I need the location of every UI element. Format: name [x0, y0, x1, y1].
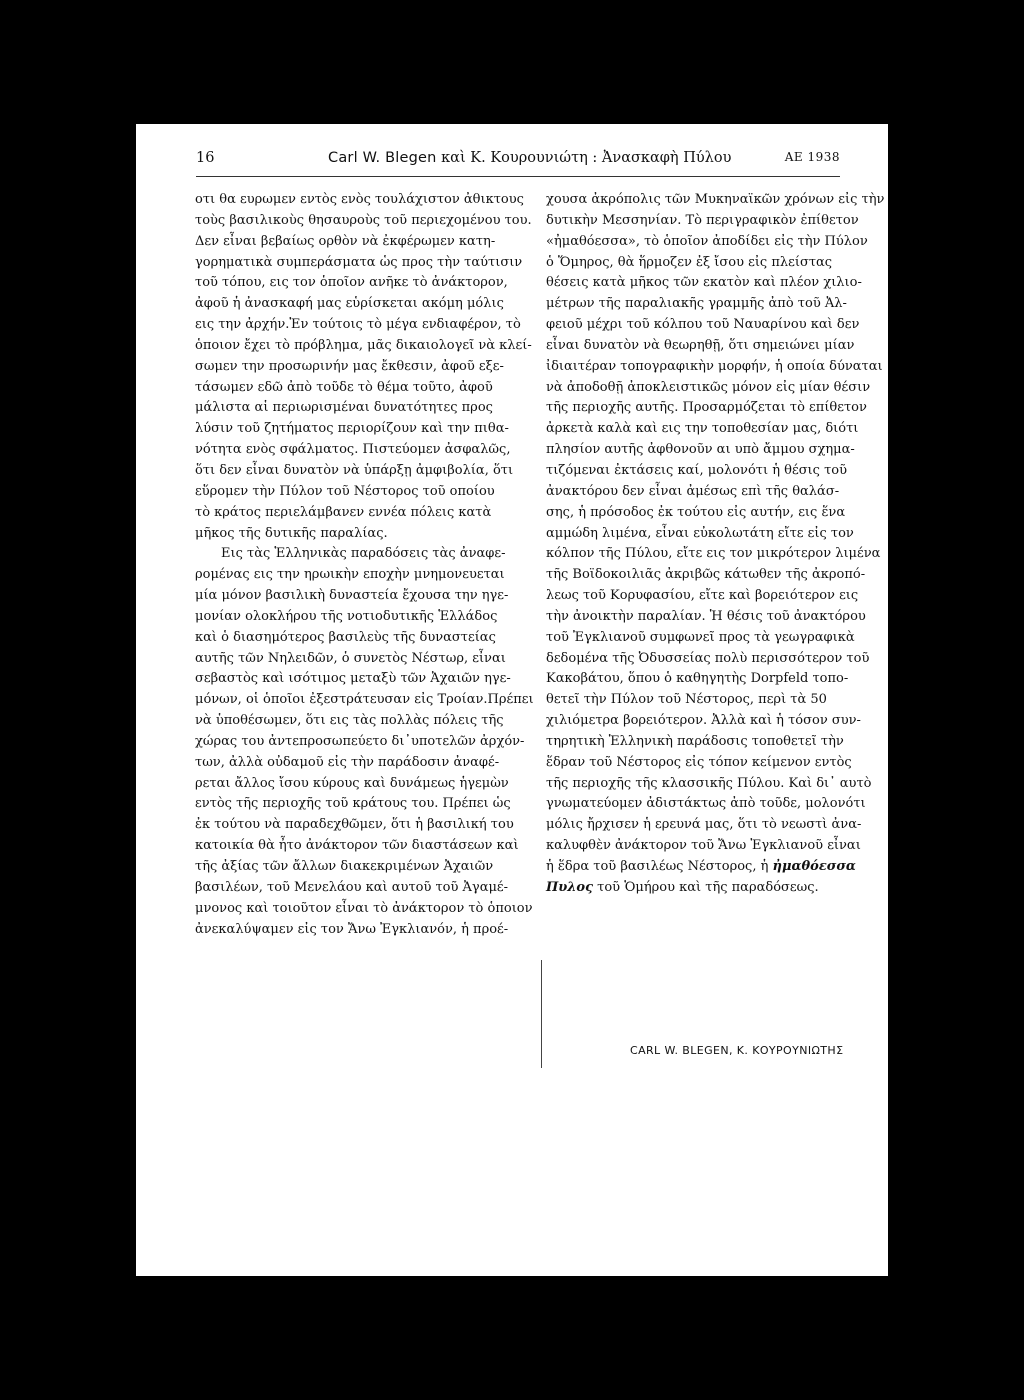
text-line: δεδομένα τῆς Ὀδυσσείας πολὺ περισσότερον τοῦ [546, 650, 870, 666]
text-line: μάλιστα αἱ περιωρισμέναι δυνατότητες προς [195, 400, 493, 416]
text-line: σης, ἡ πρόσοδος ἐκ τούτου εἰς αυτήν, εις ἕνα [546, 504, 846, 520]
text-line: γορηματικὰ συμπεράσματα ὡς προς τὴν ταύτισιν [195, 254, 523, 270]
text-line: τάσωμεν εδῶ ἀπὸ τοῦδε τὸ θέμα τοῦτο, ἀφοῦ [195, 379, 493, 395]
text-line: μέτρων τῆς παραλιακῆς γραμμῆς ἀπὸ τοῦ Ἀλ- [546, 296, 847, 312]
text-line: θέσεις κατὰ μῆκος τῶν εκατὸν καὶ πλέον χιλιο- [546, 275, 862, 291]
text-line: νότητα ενὸς σφάλματος. Πιστεύομεν ἀσφαλῶς, [195, 442, 511, 458]
text-line: οτι θα ευρωμεν εντὸς ενὸς τουλάχιστον ἀθικτους [195, 192, 524, 207]
text-fragment: τοῦ Ὁμήρου καὶ τῆς παραδόσεως. [593, 879, 819, 895]
text-line [546, 878, 846, 899]
text-line: χώρας του ἀντεπροσωπεύετο δι᾽υποτελῶν ἀρχόν- [195, 733, 525, 749]
text-line: λεως τοῦ Κορυφασίου, εἴτε καὶ βορειότερον εις [546, 588, 859, 604]
text-line: σεβαστὸς καὶ ισότιμος μεταξὺ τῶν Ἀχαιῶν ηγε- [195, 671, 511, 687]
text-line: τοῦ τόπου, εις τον ὁποῖον ανῆκε τὸ ἀνάκτορον, [195, 275, 508, 291]
text-line: τῆς περιοχῆς τῆς κλασσικῆς Πύλου. Καὶ δι᾽ αυτὸ [546, 775, 872, 791]
text-line: μόνων, οἱ ὁποῖοι ἐξεστράτευσαν εἰς Τροίαν.Πρέπει [195, 692, 534, 708]
text-line: κατοικία θὰ ἦτο ἀνάκτορον τῶν διαστάσεων καὶ [195, 838, 519, 854]
text-line: βασιλέων, τοῦ Μενελάου καὶ αυτοῦ τοῦ Ἀγαμέ- [195, 879, 509, 895]
page-number: 16 [196, 150, 215, 166]
text-line: ἀφοῦ ἡ ἀνασκαφή μας εὑρίσκεται ακόμη μόλις [195, 296, 504, 312]
text-line: τῆς Βοϊδοκοιλιᾶς ἀκριβῶς κάτωθεν τῆς ἀκροπό- [546, 567, 866, 583]
journal-page [136, 124, 888, 1276]
text-line: μόλις ἤρχισεν ἡ ερευνά μας, ὅτι τὸ νεωστὶ ἀνα- [546, 817, 862, 833]
text-line: τιζόμεναι ἐκτάσεις καί, μολονότι ἡ θέσις τοῦ [546, 462, 847, 478]
text-line: χιλιόμετρα βορειότερον. Ἀλλὰ καὶ ἡ τόσον συν- [546, 713, 861, 729]
text-line: αμμώδη λιμένα, εἶναι εὐκολωτάτη εἴτε εἰς τον [546, 525, 854, 541]
running-header [196, 150, 840, 172]
emphasis-epithet: ἠμαθόεσσα [772, 859, 856, 874]
text-line: θετεῖ τὴν Πύλον τοῦ Νέστορος, περὶ τὰ 50 [546, 692, 827, 708]
column-divider [541, 960, 542, 1068]
text-line: νὰ ὑποθέσωμεν, ὅτι εις τὰς πολλὰς πόλεις τῆς [195, 713, 504, 729]
text-line: Εις τὰς Ἑλληνικὰς παραδόσεις τὰς ἀναφε- [221, 546, 506, 562]
text-line: ὅτι δεν εἶναι δυνατὸν νὰ ὑπάρξῃ ἀμφιβολία, ὅτι [195, 462, 514, 478]
author-name: Carl W. Blegen [328, 150, 437, 166]
text-line: πλησίον αυτῆς ἀφθονοῦν αι υπὸ ἄμμου σχημα- [546, 442, 855, 458]
text-line: «ἠμαθόεσσα», τὸ ὁποῖον ἀποδίδει εἰς τὴν Πύλον [546, 233, 868, 249]
text-line: Κακοβάτου, ὅπου ὁ καθηγητὴς Dorpfeld τοπο- [546, 671, 849, 687]
left-text-column [195, 190, 534, 940]
text-line: μία μόνον βασιλικὴ δυναστεία ἔχουσα την ηγε- [195, 588, 509, 604]
text-line: χουσα ἀκρόπολις τῶν Μυκηναϊκῶν χρόνων εἰς τὴν [546, 192, 885, 207]
text-line: καὶ ὁ διασημότερος βασιλεὺς τῆς δυναστείας [195, 629, 496, 645]
text-line: ἀνεκαλύψαμεν εἰς τον Ἄνω Ἐγκλιανόν, ἡ προέ- [195, 921, 509, 937]
text-line: εὕρομεν τὴν Πύλον τοῦ Νέστορος τοῦ οποίου [195, 483, 495, 499]
text-line: τοῦ Ἐγκλιανοῦ συμφωνεῖ προς τὰ γεωγραφικὰ [546, 629, 855, 645]
text-line: ἐκ τούτου νὰ παραδεχθῶμεν, ὅτι ἡ βασιλική του [195, 817, 514, 833]
text-line: καλυφθὲν ἀνάκτορον τοῦ Ἄνω Ἐγκλιανοῦ εἶναι [546, 838, 861, 854]
text-line: αυτῆς τῶν Νηλειδῶν, ὁ συνετὸς Νέστωρ, εἶναι [195, 650, 506, 666]
text-line: μῆκος τῆς δυτικῆς παραλίας. [195, 525, 388, 541]
text-line: σωμεν την προσωρινήν μας ἔκθεσιν, ἀφοῦ εξε- [195, 358, 504, 374]
text-line: δυτικὴν Μεσσηνίαν. Τὸ περιγραφικὸν ἐπίθετον [546, 212, 859, 228]
text-line: Δεν εἶναι βεβαίως ορθὸν νὰ ἐκφέρωμεν κατη- [195, 233, 496, 249]
text-line: ὁποιον ἔχει τὸ πρόβλημα, μᾶς δικαιολογεῖ νὰ κλεί- [195, 337, 532, 353]
text-line: ρομένας εις την ηρωικὴν εποχὴν μνημονευεται [195, 567, 505, 583]
text-line: εἶναι δυνατὸν νὰ θεωρηθῇ, ὅτι σημειώνει μίαν [546, 337, 855, 353]
text-line: τῆς ἀξίας τῶν ἄλλων διακεκριμένων Ἀχαιῶν [195, 859, 494, 874]
text-line: ρεται ἄλλος ἴσου κύρους καὶ δυνάμεως ἡγεμὼν [195, 775, 509, 791]
running-title [328, 150, 731, 166]
text-line: τοὺς βασιλικοὺς θησαυροὺς τοῦ περιεχομένου του. [195, 212, 532, 228]
text-line: ἡ ἕδρα τοῦ βασιλέως Νέστορος, ἡ ἠμαθόεσσα [546, 859, 856, 874]
author-conjunction: καὶ [436, 150, 471, 166]
text-line: τὴν ἀνοικτὴν παραλίαν. Ἡ θέσις τοῦ ἀνακτόρου [546, 608, 866, 624]
text-line: ἰδιαιτέραν τοπογραφικὴν μορφήν, ἡ οποία δύναται [546, 358, 883, 374]
right-text-column [546, 190, 885, 899]
text-line: ὁ Ὅμηρος, θὰ ἥρμοζεν ἐξ ἴσου εἰς πλείστας [546, 254, 833, 270]
text-line: ἕδραν τοῦ Νέστορος εἰς τόπον κείμενον εντὸς [546, 754, 852, 770]
text-line: τηρητικὴ Ἑλληνικὴ παράδοσις τοποθετεῖ τὴν [546, 733, 844, 749]
text-line: εντὸς τῆς περιοχῆς τοῦ κράτους του. Πρέπει ὡς [195, 796, 511, 812]
article-title: Κ. Κουρουνιώτη : Ἀνασκαφὴ Πύλου [470, 150, 732, 166]
text-line: γνωματεύομεν ἀδιστάκτως ἀπὸ τοῦδε, μολονότι [546, 796, 866, 812]
text-line: ἀνακτόρου δεν εἶναι ἀμέσως επὶ τῆς θαλάσ- [546, 483, 840, 499]
text-line: λύσιν τοῦ ζητήματος περιορίζουν καὶ την πιθα- [195, 421, 509, 437]
text-line: τῆς περιοχῆς αυτῆς. Προσαρμόζεται τὸ επίθετον [546, 400, 867, 416]
text-line: των, ἀλλὰ οὐδαμοῦ εἰς τὴν παράδοσιν ἀναφέ- [195, 754, 500, 770]
journal-year: ΑΕ 1938 [784, 150, 840, 164]
text-line: μνονος καὶ τοιοῦτον εἶναι τὸ ἀνάκτορον τὸ ὁποιον [195, 900, 533, 916]
text-line: μονίαν ολοκλήρου τῆς νοτιοδυτικῆς Ἑλλάδος [195, 608, 498, 624]
author-signature: CARL W. BLEGEN, K. ΚΟΥΡΟΥΝΙΩΤΗΣ [630, 1044, 844, 1057]
text-line: φειοῦ μέχρι τοῦ κόλπου τοῦ Ναυαρίνου καὶ δεν [546, 317, 860, 333]
text-line: τὸ κράτος περιελάμβανεν εννέα πόλεις κατὰ [195, 504, 492, 520]
header-rule [196, 176, 840, 177]
text-line: εις την ἀρχήν.Ἐν τούτοις τὸ μέγα ενδιαφέρον, τὸ [195, 317, 521, 333]
emphasis-pylos: Πυλος [546, 879, 594, 895]
text-line: νὰ ἀποδοθῇ ἀποκλειστικῶς μόνον εἰς μίαν θέσιν [546, 379, 871, 395]
text-line: κόλπον τῆς Πύλου, εἴτε εις τον μικρότερον λιμένα [546, 546, 881, 562]
text-line: ἀρκετὰ καλὰ καὶ εις την τοποθεσίαν μας, διότι [546, 421, 859, 437]
